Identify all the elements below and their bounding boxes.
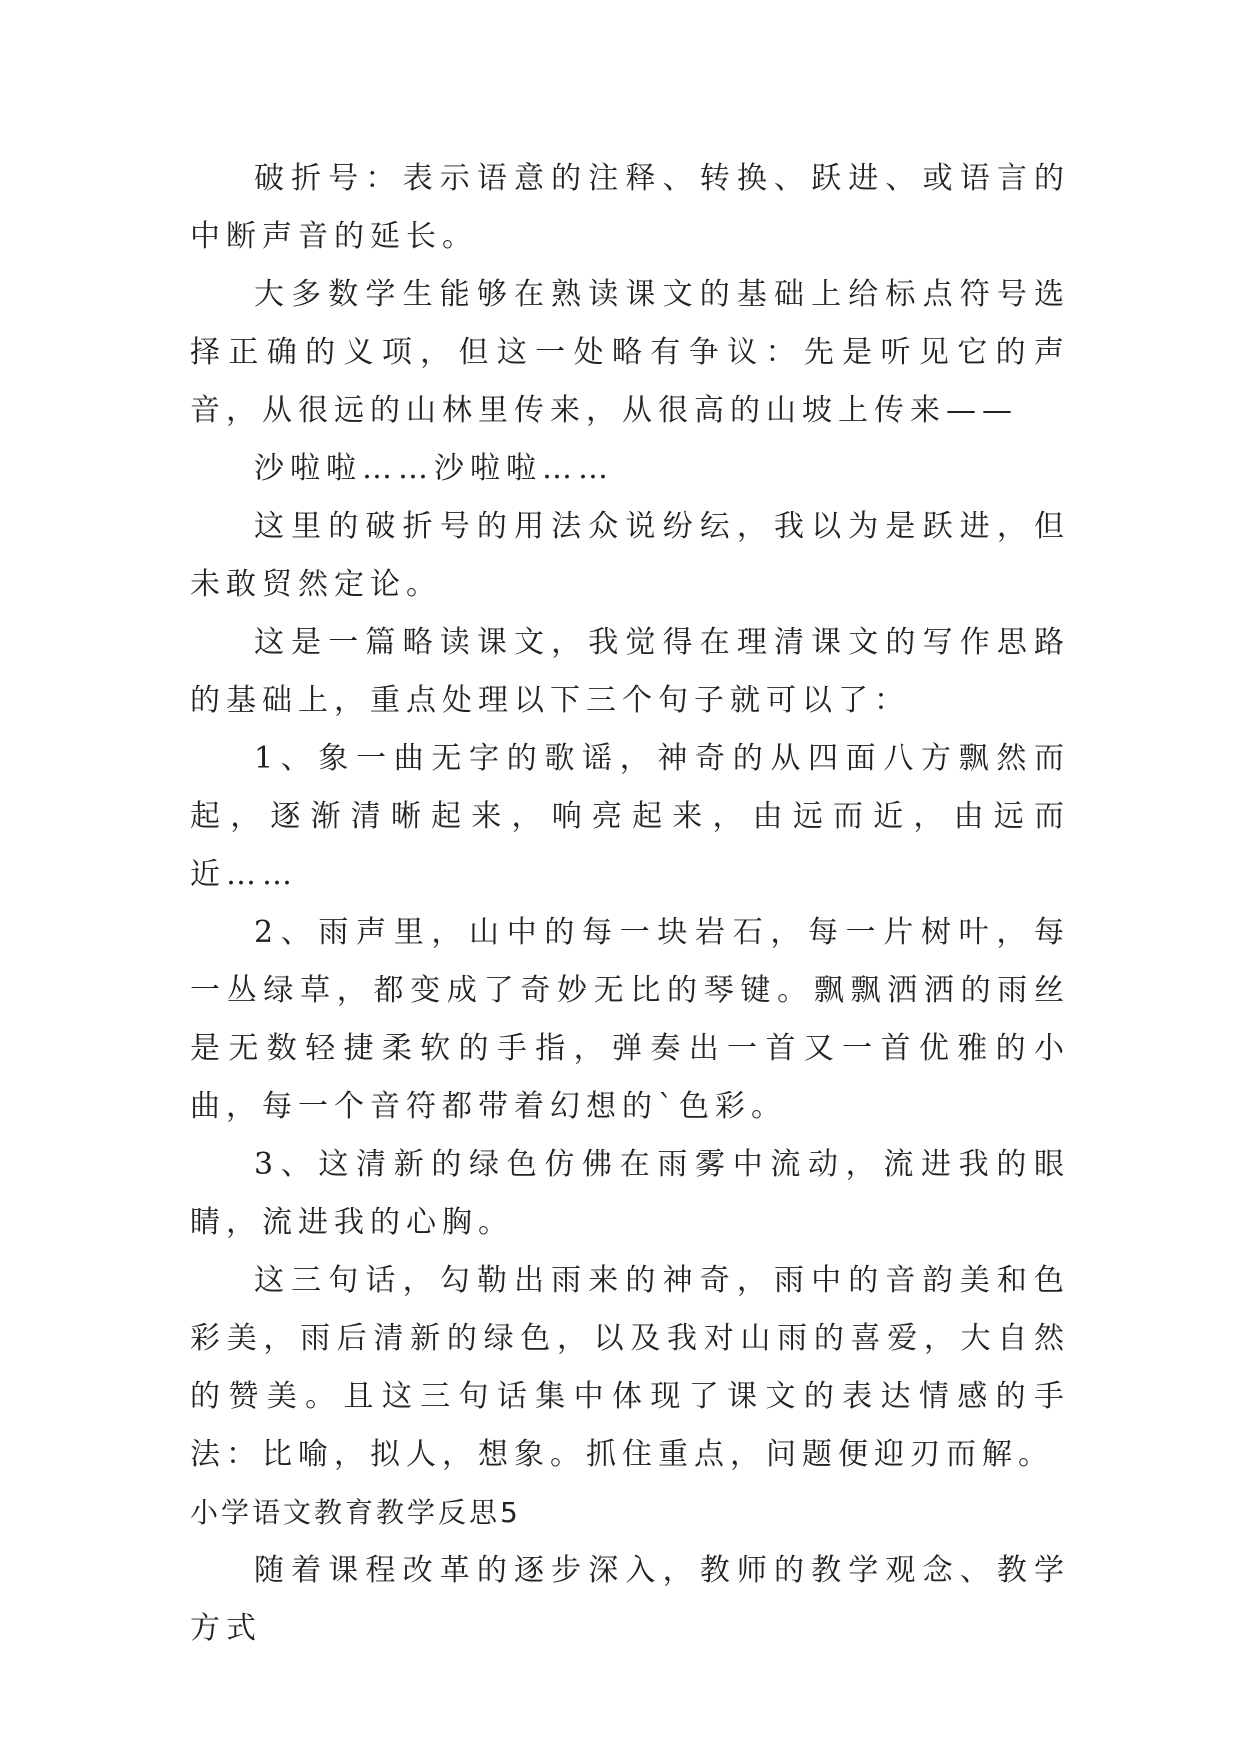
paragraph-sentence-3: 3、这清新的绿色仿佛在雨雾中流动，流进我的眼睛，流进我的心胸。 — [190, 1147, 1070, 1240]
paragraph-sentence-2: 2、雨声里，山中的每一块岩石，每一片树叶，每一丛绿草，都变成了奇妙无比的琴键。飘飘洒洒的雨丝是无数轻捷柔软的手指，弹奏出一首又一首优雅的小曲，每一个音符都带着幻想的`色彩。 — [190, 915, 1070, 1124]
paragraph-dash-usage: 这里的破折号的用法众说纷纭，我以为是跃进，但未敢贸然定论。 — [190, 509, 1070, 602]
paragraph-summary: 这三句话，勾勒出雨来的神奇，雨中的音韵美和色彩美，雨后清新的绿色，以及我对山雨的喜爱，大自然的赞美。且这三句话集中体现了课文的表达情感的手法：比喻，拟人，想象。抓住重点，问题便迎刃而解。 — [190, 1263, 1070, 1472]
document-body — [190, 150, 1070, 1658]
section-heading: 小学语文教育教学反思5 — [190, 1496, 521, 1529]
paragraph-student-choice: 大多数学生能够在熟读课文的基础上给标点符号选择正确的义项，但这一处略有争议：先是听见它的声音，从很远的山林里传来，从很高的山坡上传来—— — [190, 277, 1070, 428]
paragraph-reading-approach: 这是一篇略读课文，我觉得在理清课文的写作思路的基础上，重点处理以下三个句子就可以了： — [190, 625, 1070, 718]
paragraph-dash-definition: 破折号：表示语意的注释、转换、跃进、或语言的中断声音的延长。 — [190, 161, 1070, 254]
paragraph-rain-sound: 沙啦啦……沙啦啦…… — [254, 451, 614, 486]
paragraph-sentence-1: 1、象一曲无字的歌谣，神奇的从四面八方飘然而起，逐渐清晰起来，响亮起来，由远而近，由远而近…… — [190, 741, 1070, 892]
paragraph-curriculum-reform: 随着课程改革的逐步深入，教师的教学观念、教学方式 — [190, 1553, 1070, 1646]
